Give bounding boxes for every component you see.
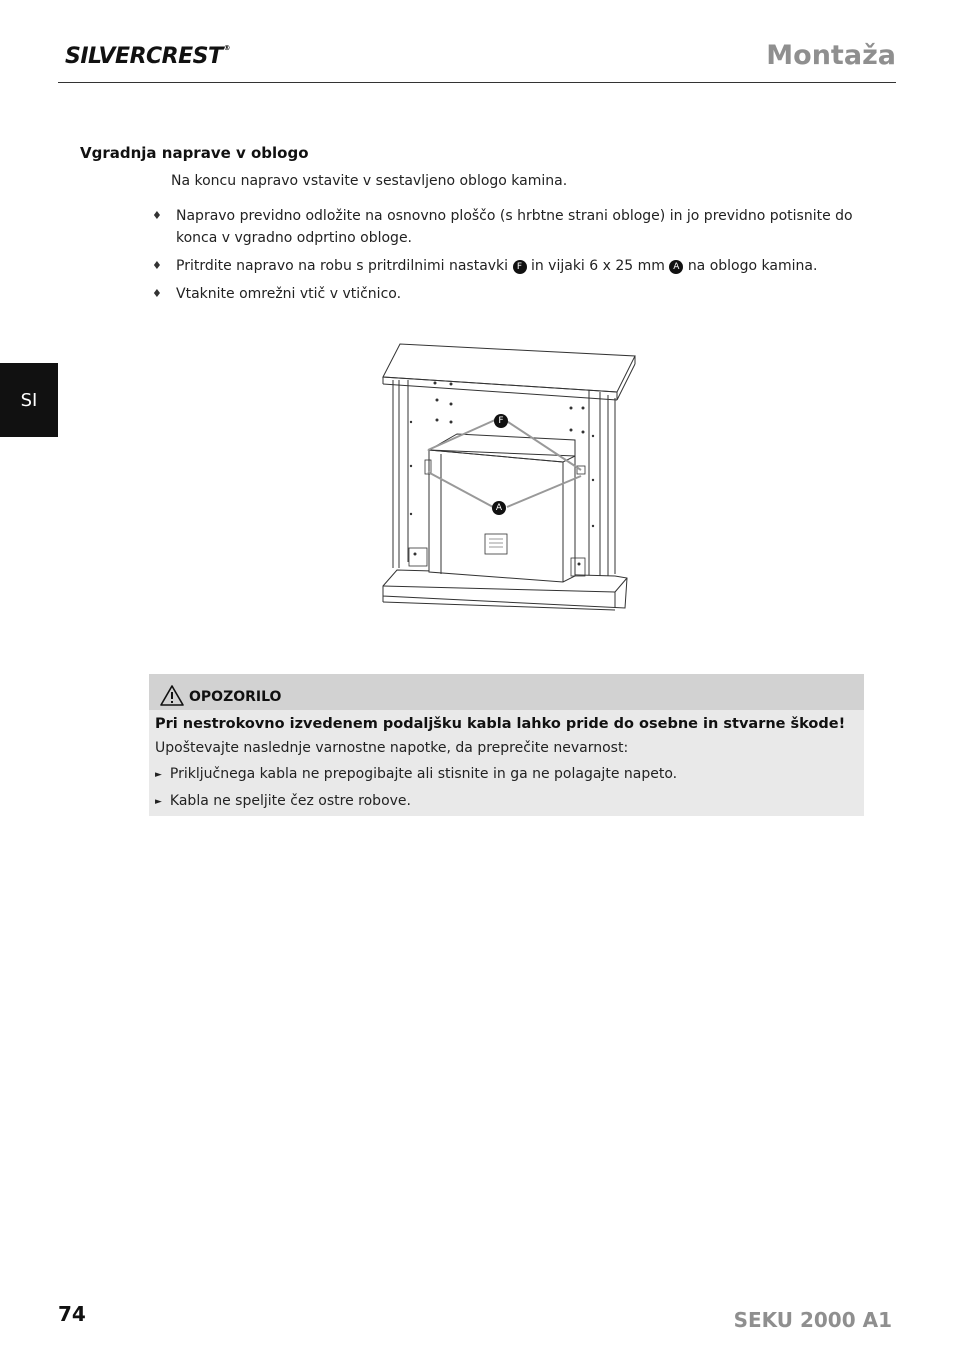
warning-item [155, 791, 864, 812]
arrow-bullet-icon: ► [155, 797, 162, 807]
warning-item-text: Priključnega kabla ne prepogibajte ali stisnite in ga ne polagajte napeto. [169, 766, 678, 782]
language-tab: SI [0, 363, 58, 437]
warning-box [149, 674, 864, 816]
warning-item [155, 764, 864, 785]
step-text: Vtaknite omrežni vtič v vtičnico. [176, 286, 402, 302]
warning-triangle-icon [159, 684, 185, 707]
diamond-bullet-icon: ♦ [152, 287, 162, 300]
steps-list [152, 205, 880, 311]
intro-text: Na koncu napravo vstavite v sestavljeno oblogo kamina. [171, 173, 568, 189]
diamond-bullet-icon: ♦ [152, 209, 162, 222]
step-item [152, 283, 880, 305]
brand-registered-mark: ® [223, 44, 230, 52]
fireplace-illustration [375, 340, 640, 612]
step-text: na oblogo kamina. [687, 258, 818, 274]
header-divider [58, 82, 896, 83]
warning-item-text: Kabla ne speljite čez ostre robove. [169, 793, 411, 809]
step-text: Napravo previdno odložite na osnovno ploščo (s hrbtne strani obloge) in jo previdno potisnite do konca v vgradno odprtino obloge. [176, 208, 853, 246]
step-item [152, 255, 880, 277]
part-ref-badge: A [669, 260, 683, 274]
step-item [152, 205, 880, 249]
warning-intro: Upoštevajte naslednje varnostne napotke, da preprečite nevarnost: [155, 740, 629, 756]
page-title: Montaža [766, 40, 896, 71]
callout-a: A [492, 501, 506, 515]
step-text: in vijaki 6 x 25 mm [530, 258, 665, 274]
part-ref-badge: F [513, 260, 527, 274]
model-name: SEKU 2000 A1 [733, 1308, 892, 1332]
step-text: Pritrdite napravo na robu s pritrdilnimi nastavki [176, 258, 509, 274]
brand-logo [65, 44, 230, 69]
callout-f: F [494, 414, 508, 428]
diamond-bullet-icon: ♦ [152, 259, 162, 272]
warning-header [149, 674, 864, 710]
section-heading: Vgradnja naprave v oblogo [80, 144, 309, 162]
arrow-bullet-icon: ► [155, 770, 162, 780]
brand-name: SILVERCREST [65, 44, 223, 69]
warning-headline: Pri nestrokovno izvedenem podaljšku kabla lahko pride do osebne in stvarne škode! [155, 716, 846, 732]
page-number: 74 [58, 1302, 86, 1326]
warning-label: OPOZORILO [189, 689, 282, 705]
